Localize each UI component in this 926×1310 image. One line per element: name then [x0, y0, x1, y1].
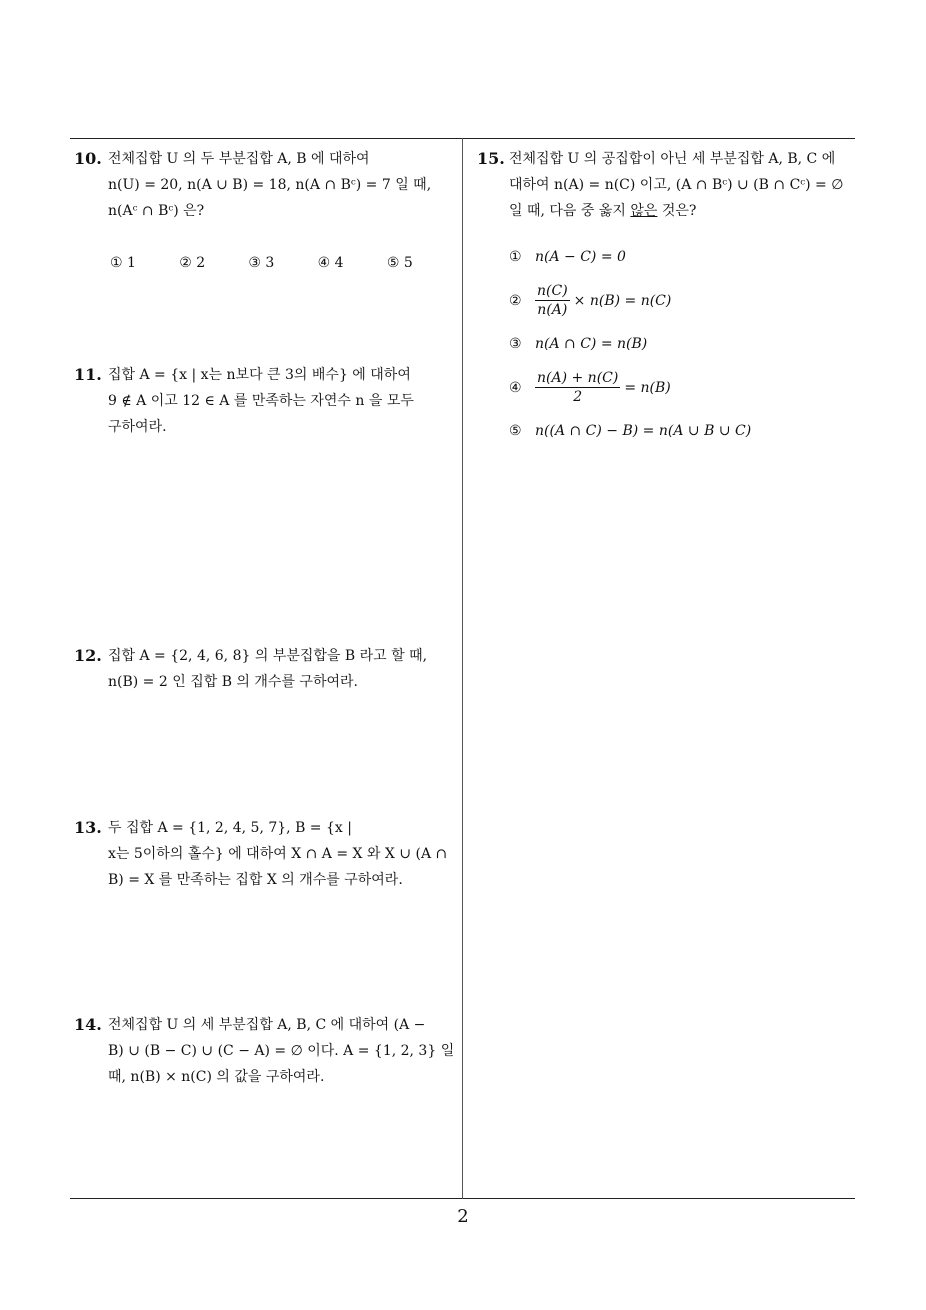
problem-text-line: 전체집합 U 의 세 부분집합 A, B, C 에 대하여 (A − — [108, 1017, 426, 1033]
problem-number: 14. — [74, 1015, 102, 1034]
problem-14 — [74, 1012, 456, 1090]
choice-marker: ② — [509, 292, 522, 309]
underlined-word: 않은 — [630, 203, 658, 219]
fraction — [535, 369, 620, 406]
problem-11 — [74, 362, 456, 440]
fraction-denominator: n(A) — [537, 302, 568, 318]
choice-marker: ③ — [509, 336, 522, 352]
choice-text: n(A ∩ C) = n(B) — [535, 336, 648, 352]
choice-1 — [509, 244, 859, 270]
problem-13 — [74, 815, 456, 893]
problem-text-line: 두 집합 A = {1, 2, 4, 5, 7}, B = {x | — [108, 820, 352, 836]
answer-choices — [509, 244, 859, 444]
problem-text-line — [509, 198, 859, 224]
choice-5 — [509, 418, 859, 444]
problem-text-line: 집합 A = {x | x는 n보다 큰 3의 배수} 에 대하여 — [108, 367, 411, 383]
problem-text-line: n(U) = 20, n(A ∪ B) = 18, n(A ∩ Bᶜ) = 7 일 때, — [108, 177, 432, 193]
column-divider — [462, 138, 463, 1199]
problem-text-line: n(Aᶜ ∩ Bᶜ) 은? — [108, 203, 205, 219]
choice-1: ① 1 — [110, 255, 136, 271]
answer-choices — [110, 250, 456, 276]
choice-5: ⑤ 5 — [386, 255, 413, 271]
choice-2 — [509, 282, 859, 319]
problem-text-fragment: 것은? — [657, 203, 697, 219]
problem-text-line: 대하여 n(A) = n(C) 이고, (A ∩ Bᶜ) ∪ (B ∩ Cᶜ) = ∅ — [509, 177, 844, 193]
problem-text-line: 9 ∉ A 이고 12 ∈ A 를 만족하는 자연수 n 을 모두 — [108, 393, 414, 409]
problem-number: 11. — [74, 365, 102, 384]
fraction-denominator: 2 — [573, 389, 583, 405]
choice-marker: ⑤ — [509, 423, 522, 439]
problem-text-line: B) = X 를 만족하는 집합 X 의 개수를 구하여라. — [108, 872, 403, 888]
fraction-numerator: n(A) + n(C) — [537, 370, 619, 386]
problem-text-fragment: 일 때, 다음 중 옳지 — [509, 203, 631, 219]
choice-marker: ① — [509, 249, 522, 265]
problem-10 — [74, 146, 456, 276]
choice-3: ③ 3 — [248, 255, 275, 271]
problem-text-line: 때, n(B) × n(C) 의 값을 구하여라. — [108, 1069, 325, 1085]
choice-4: ④ 4 — [317, 255, 344, 271]
problem-number: 13. — [74, 818, 102, 837]
problem-text-line: n(B) = 2 인 집합 B 의 개수를 구하여라. — [108, 674, 358, 690]
choice-marker: ④ — [509, 379, 522, 396]
fraction — [535, 282, 570, 319]
problem-text-line: 집합 A = {2, 4, 6, 8} 의 부분집합을 B 라고 할 때, — [108, 648, 428, 664]
choice-text: n((A ∩ C) − B) = n(A ∪ B ∪ C) — [535, 423, 752, 439]
problem-number: 12. — [74, 646, 102, 665]
choice-2: ② 2 — [179, 255, 206, 271]
problem-text-line: B) ∪ (B − C) ∪ (C − A) = ∅ 이다. A = {1, 2, 3} 일 — [108, 1043, 455, 1059]
problem-12 — [74, 643, 456, 695]
choice-4 — [509, 369, 859, 406]
choice-text: n(A − C) = 0 — [535, 249, 626, 265]
choice-text: × n(B) = n(C) — [573, 292, 672, 309]
choice-3 — [509, 331, 859, 357]
fraction-numerator: n(C) — [537, 283, 568, 299]
choice-text: = n(B) — [624, 379, 671, 396]
page-number: 2 — [457, 1206, 469, 1227]
problem-text-line: 구하여라. — [108, 419, 167, 435]
problem-text-line: 전체집합 U 의 두 부분집합 A, B 에 대하여 — [108, 151, 370, 167]
problem-number: 10. — [74, 149, 102, 168]
problem-text-line: 전체집합 U 의 공집합이 아닌 세 부분집합 A, B, C 에 — [509, 151, 836, 167]
problem-text-line: x는 5이하의 홀수} 에 대하여 X ∩ A = X 와 X ∪ (A ∩ — [108, 846, 448, 862]
problem-15 — [477, 146, 859, 456]
problem-number: 15. — [477, 149, 505, 168]
